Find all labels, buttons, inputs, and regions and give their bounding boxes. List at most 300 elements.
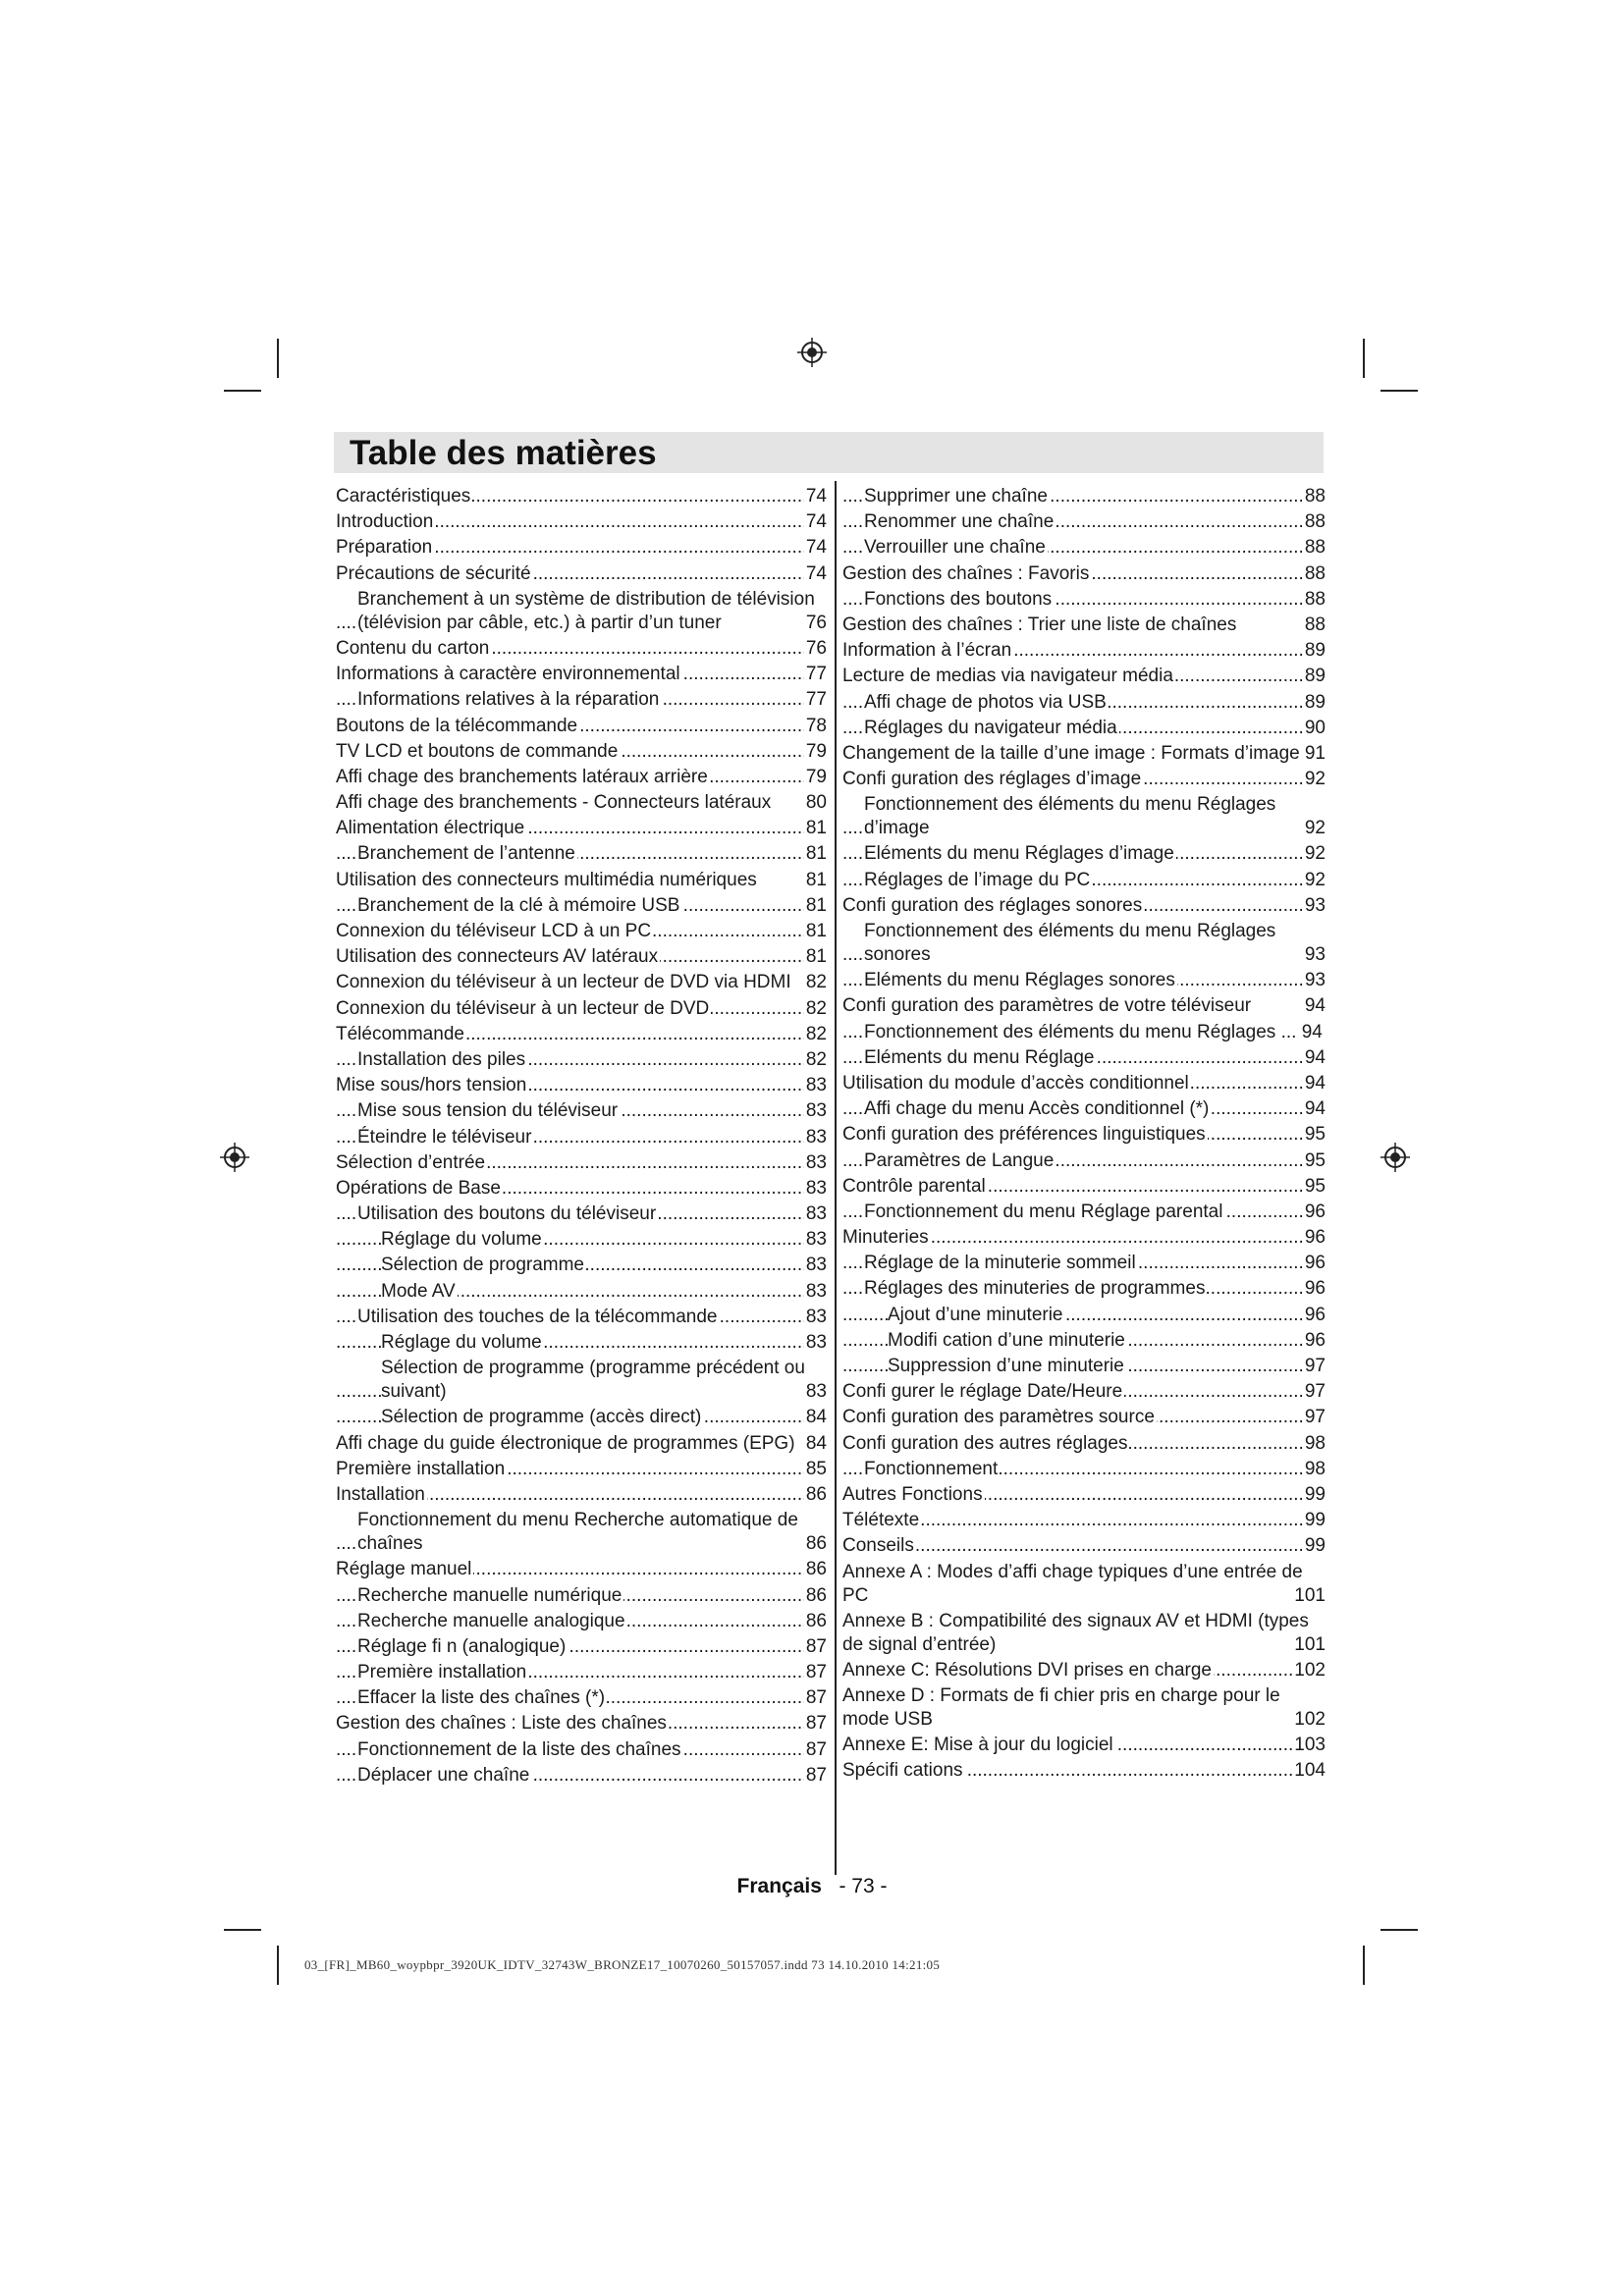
toc-entry-title: Modifi cation d’une minuterie bbox=[888, 1329, 1125, 1351]
toc-entry-title: Connexion du téléviseur LCD à un PC bbox=[336, 921, 652, 941]
toc-entry-page: 87 bbox=[805, 1713, 827, 1735]
crop-mark bbox=[277, 339, 279, 378]
toc-entry-title: Préparation bbox=[336, 537, 433, 559]
toc-entry-title: Recherche manuelle analogique bbox=[357, 1610, 625, 1631]
toc-entry-page: 86 bbox=[805, 1483, 827, 1505]
toc-entry[interactable] bbox=[336, 791, 827, 815]
toc-entry-page: 81 bbox=[805, 894, 827, 916]
toc-entry-title: Précautions de sécurité bbox=[336, 562, 531, 584]
toc-entry-page: 94 bbox=[1304, 1072, 1326, 1094]
toc-entry-page: 87 bbox=[805, 1764, 827, 1786]
toc-entry[interactable] bbox=[336, 1228, 827, 1252]
toc-entry-page: 82 bbox=[805, 972, 827, 993]
toc-entry[interactable] bbox=[842, 1123, 1326, 1147]
toc-entry-page: 88 bbox=[1304, 562, 1326, 584]
print-slug: 03_[FR]_MB60_woypbpr_3920UK_IDTV_32743W_BRONZE17_10070260_50157057.indd 73 14.10.2010 14:21:05 bbox=[304, 1957, 941, 1972]
toc-entry[interactable] bbox=[336, 1610, 827, 1633]
toc-right-column bbox=[842, 485, 1326, 1786]
toc-entry-title: Annexe A : Modes d’affi chage typiques d’une entrée de PC bbox=[842, 1561, 1326, 1608]
toc-entry-page: 81 bbox=[805, 869, 827, 890]
toc-entry-title: Introduction bbox=[336, 511, 434, 533]
toc-entry-page: 84 bbox=[805, 1432, 827, 1454]
toc-entry-page: 93 bbox=[1304, 894, 1326, 916]
crop-mark bbox=[1363, 339, 1365, 378]
toc-entry[interactable] bbox=[842, 536, 1326, 560]
toc-entry[interactable] bbox=[842, 1329, 1326, 1353]
toc-entry[interactable] bbox=[336, 1406, 827, 1429]
toc-entry[interactable] bbox=[336, 1202, 827, 1226]
toc-entry-title: Caractéristiques bbox=[336, 486, 471, 507]
toc-entry-title: Utilisation des boutons du téléviseur bbox=[357, 1203, 657, 1225]
toc-entry-page: 81 bbox=[805, 921, 827, 941]
toc-entry-page: 79 bbox=[805, 740, 827, 762]
toc-entry-title: Mise sous tension du téléviseur bbox=[357, 1100, 619, 1122]
toc-entry-title: Lecture de medias via navigateur média bbox=[842, 666, 1173, 687]
toc-entry[interactable] bbox=[336, 1306, 827, 1329]
toc-entry-title: Réglages du navigateur média bbox=[864, 717, 1117, 738]
toc-entry-title: Réglage du volume bbox=[381, 1332, 542, 1353]
toc-entry[interactable] bbox=[842, 1458, 1326, 1481]
toc-entry[interactable] bbox=[336, 1509, 827, 1556]
toc-entry[interactable] bbox=[842, 994, 1326, 1018]
toc-entry-title: Confi guration des réglages sonores bbox=[842, 894, 1143, 916]
toc-entry-page: 81 bbox=[805, 818, 827, 839]
toc-entry-page: 80 bbox=[805, 792, 827, 814]
toc-entry[interactable] bbox=[842, 1483, 1326, 1507]
toc-entry[interactable] bbox=[336, 740, 827, 764]
toc-entry[interactable] bbox=[336, 1331, 827, 1355]
toc-entry-title: Première installation bbox=[336, 1458, 506, 1479]
toc-entry-page: 77 bbox=[805, 689, 827, 711]
toc-entry-page: 82 bbox=[805, 1048, 827, 1070]
toc-entry-title: Eléments du menu Réglage bbox=[864, 1046, 1095, 1068]
toc-entry-title: Affi chage du menu Accès conditionnel (*) bbox=[864, 1098, 1210, 1120]
toc-entry[interactable] bbox=[336, 1099, 827, 1123]
toc-entry[interactable] bbox=[842, 1759, 1326, 1783]
toc-entry[interactable] bbox=[336, 510, 827, 534]
toc-entry-title: Fonctionnement de la liste des chaînes bbox=[357, 1738, 681, 1760]
toc-entry-title: TV LCD et boutons de commande bbox=[336, 740, 619, 762]
toc-entry-page: 83 bbox=[805, 1177, 827, 1199]
toc-entry-page: 99 bbox=[1304, 1510, 1326, 1531]
toc-entry[interactable] bbox=[336, 945, 827, 969]
toc-entry-title: Recherche manuelle numérique bbox=[357, 1584, 623, 1606]
toc-entry-page: 89 bbox=[1304, 666, 1326, 687]
toc-entry-page: 77 bbox=[805, 664, 827, 685]
toc-entry-page: 87 bbox=[805, 1635, 827, 1657]
toc-entry[interactable] bbox=[336, 1738, 827, 1762]
toc-entry[interactable] bbox=[842, 588, 1326, 612]
toc-entry-page: 88 bbox=[1304, 614, 1326, 635]
toc-entry-page: 99 bbox=[1304, 1483, 1326, 1505]
toc-entry[interactable] bbox=[842, 1659, 1326, 1682]
toc-entry-page: 92 bbox=[1304, 769, 1326, 790]
toc-entry-page: 86 bbox=[805, 1610, 827, 1631]
toc-entry-title: Installation bbox=[336, 1483, 425, 1505]
toc-entry-page: 96 bbox=[1304, 1227, 1326, 1249]
toc-entry-title: Verrouiller une chaîne bbox=[864, 537, 1046, 559]
toc-entry[interactable] bbox=[336, 1074, 827, 1097]
toc-entry-page: 95 bbox=[1304, 1175, 1326, 1197]
toc-entry-page: 97 bbox=[1304, 1407, 1326, 1428]
toc-entry[interactable] bbox=[336, 1254, 827, 1277]
footer-page-number: - 73 - bbox=[839, 1875, 888, 1897]
toc-entry-title: Paramètres de Langue bbox=[864, 1149, 1055, 1171]
toc-entry[interactable] bbox=[336, 894, 827, 918]
toc-entry-title: Télécommande bbox=[336, 1023, 464, 1044]
toc-entry[interactable] bbox=[842, 894, 1326, 918]
toc-entry[interactable] bbox=[336, 1126, 827, 1149]
crop-mark bbox=[277, 1946, 279, 1985]
toc-entry-page: 74 bbox=[805, 562, 827, 584]
toc-entry-title: Installation des piles bbox=[357, 1048, 526, 1070]
toc-entry[interactable] bbox=[842, 1046, 1326, 1070]
toc-entry[interactable] bbox=[842, 1175, 1326, 1199]
toc-entry-page: 74 bbox=[805, 511, 827, 533]
toc-entry-title: Eléments du menu Réglages d’image bbox=[864, 843, 1174, 865]
toc-entry-page: 88 bbox=[1304, 588, 1326, 610]
toc-entry-title: Renommer une chaîne bbox=[864, 511, 1055, 533]
toc-entry[interactable] bbox=[336, 1177, 827, 1201]
toc-entry-title: Réglages des minuteries de programmes bbox=[864, 1278, 1206, 1300]
toc-entry-title: Informations à caractère environnemental bbox=[336, 664, 680, 685]
toc-entry-page: 76 bbox=[805, 637, 827, 659]
toc-entry-title: Gestion des chaînes : Favoris bbox=[842, 562, 1090, 584]
toc-entry-page: 101 bbox=[1294, 1633, 1326, 1655]
toc-entry-title: Confi gurer le réglage Date/Heure bbox=[842, 1381, 1123, 1403]
toc-entry-title: Autres Fonctions bbox=[842, 1483, 983, 1505]
toc-entry[interactable] bbox=[842, 768, 1326, 791]
toc-entry-title: Fonctionnement bbox=[864, 1458, 999, 1479]
toc-entry[interactable] bbox=[842, 1561, 1326, 1608]
toc-entry-title: Connexion du téléviseur à un lecteur de DVD bbox=[336, 997, 710, 1019]
toc-entry-title: Utilisation du module d’accès conditionnel bbox=[842, 1072, 1189, 1094]
toc-entry-title: Annexe B : Compatibilité des signaux AV et HDMI (types de signal d’entrée) bbox=[842, 1610, 1326, 1657]
crop-mark bbox=[1380, 1929, 1418, 1931]
toc-entry-page: 87 bbox=[805, 1662, 827, 1683]
toc-entry-page: 95 bbox=[1304, 1124, 1326, 1146]
toc-entry-title: Supprimer une chaîne bbox=[864, 486, 1048, 507]
toc-entry-page: 103 bbox=[1294, 1735, 1326, 1756]
toc-entry-title: Éteindre le téléviseur bbox=[357, 1126, 532, 1148]
toc-entry-page: 98 bbox=[1304, 1432, 1326, 1454]
toc-entry[interactable] bbox=[336, 1048, 827, 1072]
toc-entry[interactable] bbox=[842, 920, 1326, 967]
toc-entry[interactable] bbox=[336, 715, 827, 738]
toc-entry-page: 83 bbox=[805, 1100, 827, 1122]
toc-entry-page: 89 bbox=[1304, 691, 1326, 713]
toc-entry-page: 97 bbox=[1304, 1356, 1326, 1376]
toc-entry[interactable] bbox=[842, 969, 1326, 992]
toc-entry[interactable] bbox=[336, 562, 827, 586]
toc-entry-title: Mode AV bbox=[381, 1280, 456, 1302]
toc-entry[interactable] bbox=[336, 1635, 827, 1659]
toc-entry-page: 92 bbox=[1304, 818, 1326, 839]
toc-entry[interactable] bbox=[336, 536, 827, 560]
toc-entry-title: Réglage de la minuterie sommeil bbox=[864, 1253, 1136, 1274]
toc-entry-title: Affi chage de photos via USB bbox=[864, 691, 1107, 713]
toc-entry[interactable] bbox=[842, 717, 1326, 740]
toc-entry-title: Changement de la taille d’une image : Formats d’image bbox=[842, 742, 1326, 766]
toc-entry[interactable] bbox=[336, 1432, 827, 1456]
toc-entry-page: 97 bbox=[1304, 1381, 1326, 1403]
toc-entry-title: Réglage fi n (analogique) bbox=[357, 1635, 567, 1657]
toc-entry-title: Information à l’écran bbox=[842, 640, 1012, 662]
toc-entry-title: Branchement à un système de distribution de télévision (télévision par câble, etc.) à partir d’un tuner bbox=[357, 588, 827, 635]
toc-entry-title: Boutons de la télécommande bbox=[336, 715, 578, 736]
toc-entry-page: 76 bbox=[805, 612, 827, 633]
toc-entry-title: Confi guration des paramètres de votre téléviseur bbox=[842, 994, 1326, 1018]
page-title: Table des matières bbox=[350, 434, 657, 472]
toc-entry-title: Conseils bbox=[842, 1535, 914, 1557]
toc-entry-title: Annexe C: Résolutions DVI prises en charge bbox=[842, 1659, 1212, 1681]
toc-entry[interactable] bbox=[336, 971, 827, 994]
toc-entry-page: 86 bbox=[805, 1559, 827, 1580]
toc-entry[interactable] bbox=[336, 485, 827, 508]
toc-entry[interactable] bbox=[336, 920, 827, 943]
title-bar bbox=[334, 432, 1324, 473]
toc-entry[interactable] bbox=[336, 1151, 827, 1175]
toc-entry[interactable] bbox=[842, 665, 1326, 688]
toc-entry-page: 102 bbox=[1294, 1659, 1326, 1681]
toc-entry[interactable] bbox=[842, 562, 1326, 586]
toc-entry-title: Utilisation des connecteurs multimédia numériques bbox=[336, 869, 827, 892]
toc-entry-page: 83 bbox=[805, 1280, 827, 1302]
toc-entry-title: Gestion des chaînes : Liste des chaînes bbox=[336, 1713, 667, 1735]
toc-entry[interactable] bbox=[842, 1277, 1326, 1301]
toc-entry[interactable] bbox=[336, 766, 827, 789]
toc-entry-title: Affi chage des branchements latéraux arrière bbox=[336, 766, 708, 787]
toc-entry[interactable] bbox=[842, 1734, 1326, 1757]
toc-entry-title: Fonctionnement des éléments du menu Réglages d’image bbox=[864, 793, 1326, 840]
toc-entry-page: 98 bbox=[1304, 1458, 1326, 1479]
registration-mark-icon bbox=[220, 1143, 249, 1172]
toc-entry-title: Fonctionnement du menu Recherche automatique de chaînes bbox=[357, 1509, 827, 1556]
toc-entry[interactable] bbox=[842, 1534, 1326, 1558]
toc-entry-page: 92 bbox=[1304, 869, 1326, 890]
toc-entry[interactable] bbox=[336, 1483, 827, 1507]
toc-entry-page: 74 bbox=[805, 537, 827, 559]
toc-entry-page: 92 bbox=[1304, 843, 1326, 865]
toc-entry-page: 88 bbox=[1304, 537, 1326, 559]
toc-entry[interactable] bbox=[842, 614, 1326, 637]
toc-entry-title: Spécifi cations bbox=[842, 1760, 963, 1782]
toc-entry-title: Réglages de l’image du PC bbox=[864, 869, 1091, 890]
toc-entry-page: 93 bbox=[1304, 970, 1326, 991]
toc-entry-page: 83 bbox=[805, 1306, 827, 1327]
toc-entry-page: 96 bbox=[1304, 1304, 1326, 1325]
toc-entry-page: 88 bbox=[1304, 511, 1326, 533]
toc-entry-page: 86 bbox=[805, 1533, 827, 1555]
toc-entry[interactable] bbox=[336, 1764, 827, 1788]
toc-entry-page: 101 bbox=[1294, 1584, 1326, 1606]
toc-entry-page: 85 bbox=[805, 1458, 827, 1479]
toc-entry-title: Affi chage des branchements - Connecteurs latéraux bbox=[336, 791, 827, 815]
toc-entry-page: 94 bbox=[1304, 995, 1326, 1017]
toc-entry[interactable] bbox=[842, 1509, 1326, 1532]
toc-entry-title: Utilisation des connecteurs AV latéraux bbox=[336, 946, 659, 968]
toc-entry-page: 94 bbox=[1304, 1098, 1326, 1120]
toc-entry-page: 87 bbox=[805, 1687, 827, 1709]
toc-entry[interactable] bbox=[842, 742, 1326, 766]
registration-mark-icon bbox=[1380, 1143, 1410, 1172]
toc-entry-title: Branchement de l’antenne bbox=[357, 843, 575, 865]
toc-entry-page: 81 bbox=[805, 843, 827, 865]
toc-entry[interactable] bbox=[842, 1380, 1326, 1404]
toc-entry[interactable] bbox=[336, 1023, 827, 1046]
footer-language: Français bbox=[736, 1875, 822, 1897]
toc-entry-title: Fonctions des boutons bbox=[864, 588, 1053, 610]
toc-entry-page: 74 bbox=[805, 486, 827, 507]
toc-entry[interactable] bbox=[336, 1661, 827, 1684]
toc-entry-page: 89 bbox=[1304, 640, 1326, 662]
toc-entry-page: 95 bbox=[1304, 1149, 1326, 1171]
toc-entry-title: Opérations de Base bbox=[336, 1177, 501, 1199]
toc-entry-page: 96 bbox=[1304, 1253, 1326, 1274]
toc-entry[interactable] bbox=[336, 1357, 827, 1404]
toc-entry-page: 82 bbox=[805, 1023, 827, 1044]
toc-entry-title: Contrôle parental bbox=[842, 1175, 986, 1197]
toc-entry-title: Déplacer une chaîne bbox=[357, 1764, 530, 1786]
toc-entry-title: Minuteries bbox=[842, 1227, 929, 1249]
toc-entry-title: Annexe D : Formats de fi chier pris en charge pour le mode USB bbox=[842, 1684, 1326, 1732]
toc-entry-title: Confi guration des réglages d’image bbox=[842, 769, 1142, 790]
toc-entry[interactable] bbox=[336, 688, 827, 712]
toc-entry[interactable] bbox=[842, 1072, 1326, 1095]
toc-entry-page: 83 bbox=[805, 1332, 827, 1353]
toc-entry-title: Sélection de programme bbox=[381, 1255, 584, 1276]
toc-entry-page: 102 bbox=[1294, 1709, 1326, 1731]
toc-entry[interactable] bbox=[842, 485, 1326, 508]
toc-entry[interactable] bbox=[842, 1097, 1326, 1121]
toc-entry-title: Eléments du menu Réglages sonores bbox=[864, 970, 1175, 991]
toc-entry[interactable] bbox=[336, 637, 827, 661]
toc-entry-title: Fonctionnement des éléments du menu Réglages ... 94 bbox=[864, 1021, 1326, 1044]
toc-entry-title: Branchement de la clé à mémoire USB bbox=[357, 894, 680, 916]
toc-entry[interactable] bbox=[842, 1432, 1326, 1456]
toc-entry[interactable] bbox=[842, 1226, 1326, 1250]
registration-mark-icon bbox=[797, 338, 827, 367]
toc-entry-title: Confi guration des paramètres source bbox=[842, 1407, 1155, 1428]
toc-entry[interactable] bbox=[336, 1280, 827, 1304]
toc-entry[interactable] bbox=[842, 1406, 1326, 1429]
toc-entry-page: 99 bbox=[1304, 1535, 1326, 1557]
toc-entry-title: Réglage manuel bbox=[336, 1559, 472, 1580]
toc-entry-title: Sélection de programme (programme précédent ou suivant) bbox=[381, 1357, 827, 1404]
toc-entry-page: 93 bbox=[1304, 944, 1326, 965]
toc-entry-page: 78 bbox=[805, 715, 827, 736]
toc-entry-page: 82 bbox=[805, 997, 827, 1019]
toc-entry[interactable] bbox=[336, 1558, 827, 1581]
toc-entry[interactable] bbox=[842, 691, 1326, 715]
toc-entry-title: Effacer la liste des chaînes (*) bbox=[357, 1687, 606, 1709]
toc-entry[interactable] bbox=[842, 510, 1326, 534]
toc-entry-title: Fonctionnement du menu Réglage parental bbox=[864, 1201, 1223, 1222]
crop-mark bbox=[224, 390, 261, 392]
toc-entry[interactable] bbox=[842, 793, 1326, 840]
toc-entry[interactable] bbox=[842, 1201, 1326, 1224]
page-footer bbox=[0, 1875, 1624, 1898]
toc-entry[interactable] bbox=[336, 588, 827, 635]
toc-entry-page: 86 bbox=[805, 1584, 827, 1606]
toc-entry-title: Contenu du carton bbox=[336, 637, 490, 659]
toc-entry[interactable] bbox=[336, 842, 827, 866]
toc-entry-title: Sélection de programme (accès direct) bbox=[381, 1407, 702, 1428]
toc-entry-title: Ajout d’une minuterie bbox=[888, 1304, 1063, 1325]
toc-entry-page: 84 bbox=[805, 1407, 827, 1428]
toc-entry-page: 81 bbox=[805, 946, 827, 968]
toc-entry[interactable] bbox=[842, 1149, 1326, 1173]
toc-entry-page: 83 bbox=[805, 1075, 827, 1096]
column-divider bbox=[835, 481, 837, 1875]
toc-entry-page: 96 bbox=[1304, 1201, 1326, 1222]
toc-entry-page: 94 bbox=[1304, 1046, 1326, 1068]
toc-entry[interactable] bbox=[336, 1686, 827, 1710]
toc-entry-page: 91 bbox=[1304, 742, 1326, 764]
toc-entry[interactable] bbox=[842, 1021, 1326, 1044]
toc-entry-title: Confi guration des autres réglages bbox=[842, 1432, 1128, 1454]
toc-entry-title: Première installation bbox=[357, 1662, 527, 1683]
toc-entry-page: 79 bbox=[805, 766, 827, 787]
toc-entry-page: 90 bbox=[1304, 717, 1326, 738]
toc-entry[interactable] bbox=[336, 1584, 827, 1608]
toc-entry[interactable] bbox=[336, 869, 827, 892]
crop-mark bbox=[224, 1929, 261, 1931]
toc-entry[interactable] bbox=[842, 1355, 1326, 1378]
toc-entry-page: 83 bbox=[805, 1229, 827, 1251]
toc-entry[interactable] bbox=[842, 1304, 1326, 1327]
toc-entry-title: Utilisation des touches de la télécommande bbox=[357, 1306, 718, 1327]
toc-entry-page: 83 bbox=[805, 1255, 827, 1276]
crop-mark bbox=[1363, 1946, 1365, 1985]
toc-entry-title: Affi chage du guide électronique de programmes (EPG) bbox=[336, 1432, 827, 1456]
toc-entry-page: 83 bbox=[805, 1381, 827, 1403]
toc-entry-page: 96 bbox=[1304, 1329, 1326, 1351]
toc-entry[interactable] bbox=[842, 842, 1326, 866]
toc-entry-title: Réglage du volume bbox=[381, 1229, 542, 1251]
toc-entry-title: Mise sous/hors tension bbox=[336, 1075, 527, 1096]
toc-entry[interactable] bbox=[336, 1458, 827, 1481]
toc-entry-page: 83 bbox=[805, 1126, 827, 1148]
toc-entry-page: 83 bbox=[805, 1203, 827, 1225]
toc-entry-title: Informations relatives à la réparation bbox=[357, 689, 660, 711]
toc-entry[interactable] bbox=[842, 639, 1326, 663]
toc-entry-title: Connexion du téléviseur à un lecteur de DVD via HDMI bbox=[336, 971, 827, 994]
toc-entry-page: 87 bbox=[805, 1738, 827, 1760]
crop-mark bbox=[1380, 390, 1418, 392]
toc-entry-title: Télétexte bbox=[842, 1510, 920, 1531]
toc-entry[interactable] bbox=[842, 1610, 1326, 1657]
toc-entry[interactable] bbox=[336, 1712, 827, 1735]
toc-entry-page: 88 bbox=[1304, 486, 1326, 507]
toc-entry-title: Suppression d’une minuterie bbox=[888, 1356, 1124, 1376]
toc-entry[interactable] bbox=[842, 1252, 1326, 1275]
toc-entry-page: 96 bbox=[1304, 1278, 1326, 1300]
toc-entry-title: Sélection d’entrée bbox=[336, 1151, 486, 1173]
toc-entry-title: Alimentation électrique bbox=[336, 818, 525, 839]
toc-left-column bbox=[336, 485, 827, 1789]
toc-entry-title: Confi guration des préférences linguistiques bbox=[842, 1124, 1206, 1146]
toc-entry[interactable] bbox=[842, 869, 1326, 892]
toc-entry-title: Annexe E: Mise à jour du logiciel bbox=[842, 1735, 1113, 1756]
toc-entry[interactable] bbox=[336, 663, 827, 686]
toc-entry[interactable] bbox=[336, 817, 827, 840]
toc-entry-page: 104 bbox=[1294, 1760, 1326, 1782]
toc-entry[interactable] bbox=[336, 997, 827, 1021]
toc-entry-title: Fonctionnement des éléments du menu Réglages sonores bbox=[864, 920, 1326, 967]
toc-entry-title: Gestion des chaînes : Trier une liste de chaînes bbox=[842, 614, 1326, 637]
toc-entry[interactable] bbox=[842, 1684, 1326, 1732]
